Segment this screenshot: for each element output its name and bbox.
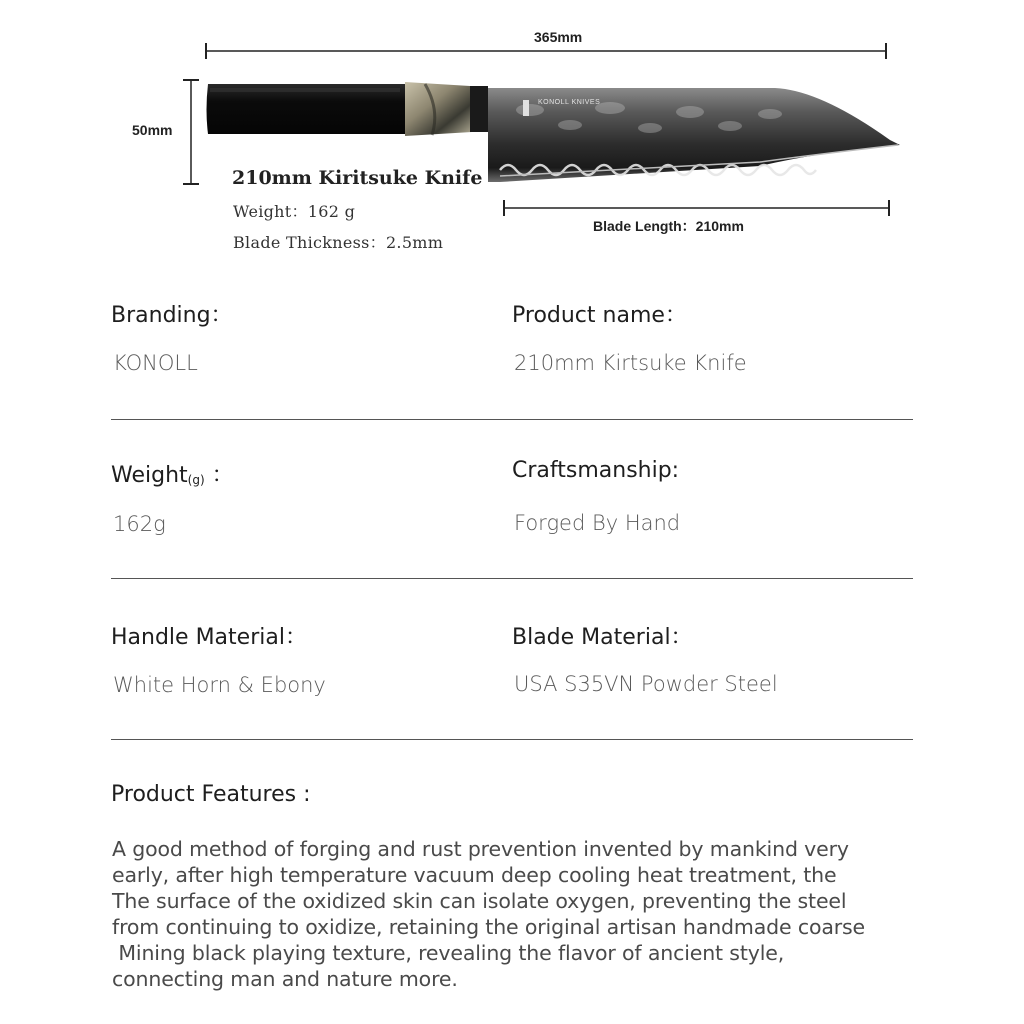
blade-material-label: Blade Material： xyxy=(512,625,693,650)
branding-label: Branding： xyxy=(111,303,233,328)
weight-colon: ： xyxy=(204,463,234,488)
handle-material-label: Handle Material： xyxy=(111,625,307,650)
weight-label xyxy=(111,458,234,489)
features-line: from continuing to oxidize, retaining the original artisan handmade coarse xyxy=(112,915,866,939)
features-line: Mining black playing texture, revealing the flavor of ancient style, xyxy=(112,941,785,965)
knife-dimension-diagram xyxy=(0,0,1024,270)
height-label: 50mm xyxy=(132,122,173,138)
features-line: The surface of the oxidized skin can isolate oxygen, preventing the steel xyxy=(112,889,847,913)
craftsmanship-label: Craftsmanship: xyxy=(512,458,680,483)
blade-stamp-icon xyxy=(523,100,529,116)
divider-1 xyxy=(111,419,913,420)
horn-ferrule xyxy=(405,82,472,136)
knife-title: 210mm Kiritsuke Knife xyxy=(232,167,483,189)
blade-brand-mark: KONOLL KNIVES xyxy=(538,99,601,106)
divider-3 xyxy=(111,739,913,740)
blade-material-value: USA S35VN Powder Steel xyxy=(514,672,778,696)
weight-value: 162g xyxy=(113,512,166,536)
knife-thickness-line: Blade Thickness：2.5mm xyxy=(233,233,444,252)
product-name-value: 210mm Kirtsuke Knife xyxy=(514,351,747,375)
craftsmanship-value: Forged By Hand xyxy=(514,511,681,535)
overall-length-label: 365mm xyxy=(534,29,583,45)
product-features-text xyxy=(112,836,922,992)
divider-2 xyxy=(111,578,913,579)
branding-value: KONOLL xyxy=(113,351,198,375)
knife-weight-line: Weight：162 g xyxy=(233,202,356,221)
handle-material-value: White Horn & Ebony xyxy=(113,673,326,697)
blade-length-label: Blade Length：210mm xyxy=(593,218,744,234)
features-line: connecting man and nature more. xyxy=(112,967,458,991)
features-line: A good method of forging and rust prevention invented by mankind very xyxy=(112,837,849,861)
product-features-label: Product Features : xyxy=(111,782,311,807)
product-name-label: Product name： xyxy=(512,303,687,328)
features-line: early, after high temperature vacuum deep cooling heat treatment, the xyxy=(112,863,837,887)
weight-unit: (g) xyxy=(187,473,205,487)
weight-label-text: Weight xyxy=(111,463,188,488)
